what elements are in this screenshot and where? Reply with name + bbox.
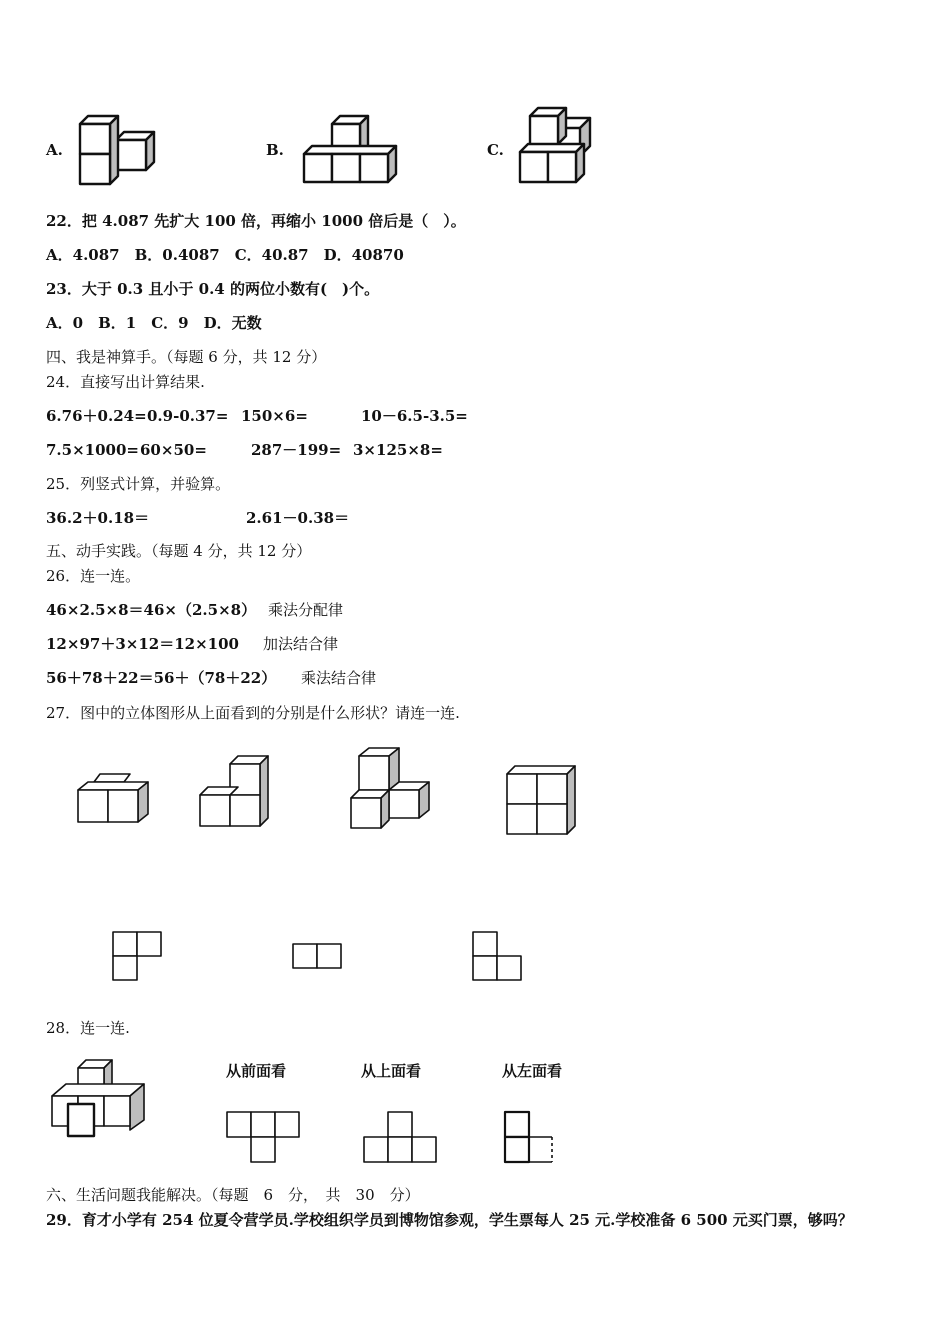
q28-top-view [361, 1109, 441, 1165]
q28-left-view [502, 1109, 556, 1165]
q28-view-label: 从左面看 [502, 1062, 563, 1080]
q26-expression: 12×97＋3×12＝12×100 [46, 635, 239, 653]
q22-question: 22．把 4.087 先扩大 100 倍，再缩小 1000 倍后是（ ）。 [46, 212, 466, 230]
q26-expression: 56＋78＋22＝56＋（78＋22） [46, 669, 277, 687]
q24-item: 60×50= [140, 441, 207, 459]
q27-solid-4 [503, 762, 583, 838]
q26-law: 乘法结合律 [301, 669, 377, 687]
q22-options: A．4.087 B．0.4087 C．40.87 D．40870 [46, 246, 404, 264]
q27-top-view-1 [110, 929, 164, 981]
q27-top-view-3 [470, 929, 524, 981]
q24-item: 287－199= [251, 441, 342, 459]
q24-item: 150×6= [241, 407, 308, 425]
q27-solid-2 [196, 752, 276, 832]
q28-view-label: 从前面看 [226, 1062, 287, 1080]
q21-option-b-label: B. [266, 141, 284, 159]
q21-option-a-label: A. [46, 141, 63, 159]
section6-heading: 六、生活问题我能解决。（每题 6 分， 共 30 分） [46, 1186, 420, 1204]
q21-option-b-figure [300, 114, 400, 186]
q24-item: 10－6.5-3.5= [361, 407, 468, 425]
q27-top-view-2 [290, 941, 344, 969]
q26-expression: 46×2.5×8＝46×（2.5×8） [46, 601, 257, 619]
section4-heading: 四、我是神算手。（每题 6 分，共 12 分） [46, 348, 327, 366]
q24-item: 0.9-0.37= [147, 407, 229, 425]
q25-item: 36.2＋0.18＝ [46, 509, 150, 527]
q26-law: 加法结合律 [263, 635, 339, 653]
q21-option-a-figure [76, 112, 158, 186]
q24-item: 6.76＋0.24= [46, 407, 147, 425]
q24-title: 24．直接写出计算结果. [46, 373, 205, 391]
q23-options: A．0 B．1 C．9 D．无数 [46, 314, 262, 332]
section5-heading: 五、动手实践。（每题 4 分，共 12 分） [46, 542, 312, 560]
q27-solid-1 [74, 768, 154, 828]
q28-solid [48, 1054, 152, 1140]
q28-title: 28．连一连. [46, 1019, 130, 1037]
q21-option-c-label: C. [487, 141, 504, 159]
q24-item: 7.5×1000= [46, 441, 139, 459]
q28-view-label: 从上面看 [361, 1062, 422, 1080]
q28-front-view [224, 1109, 304, 1165]
q21-option-c-figure [516, 104, 600, 188]
q29-question: 29．育才小学有 254 位夏令营学员.学校组织学员到博物馆参观，学生票每人 25 元.学校准备 6 500 元买门票，够吗？ [46, 1211, 853, 1229]
q27-solid-3 [347, 744, 437, 834]
q25-title: 25．列竖式计算，并验算。 [46, 475, 231, 493]
q27-title: 27．图中的立体图形从上面看到的分别是什么形状？请连一连. [46, 704, 460, 722]
q26-law: 乘法分配律 [268, 601, 344, 619]
q24-item: 3×125×8= [353, 441, 443, 459]
q25-item: 2.61－0.38＝ [246, 509, 350, 527]
q26-title: 26．连一连。 [46, 567, 141, 585]
q23-question: 23．大于 0.3 且小于 0.4 的两位小数有( )个。 [46, 280, 380, 298]
